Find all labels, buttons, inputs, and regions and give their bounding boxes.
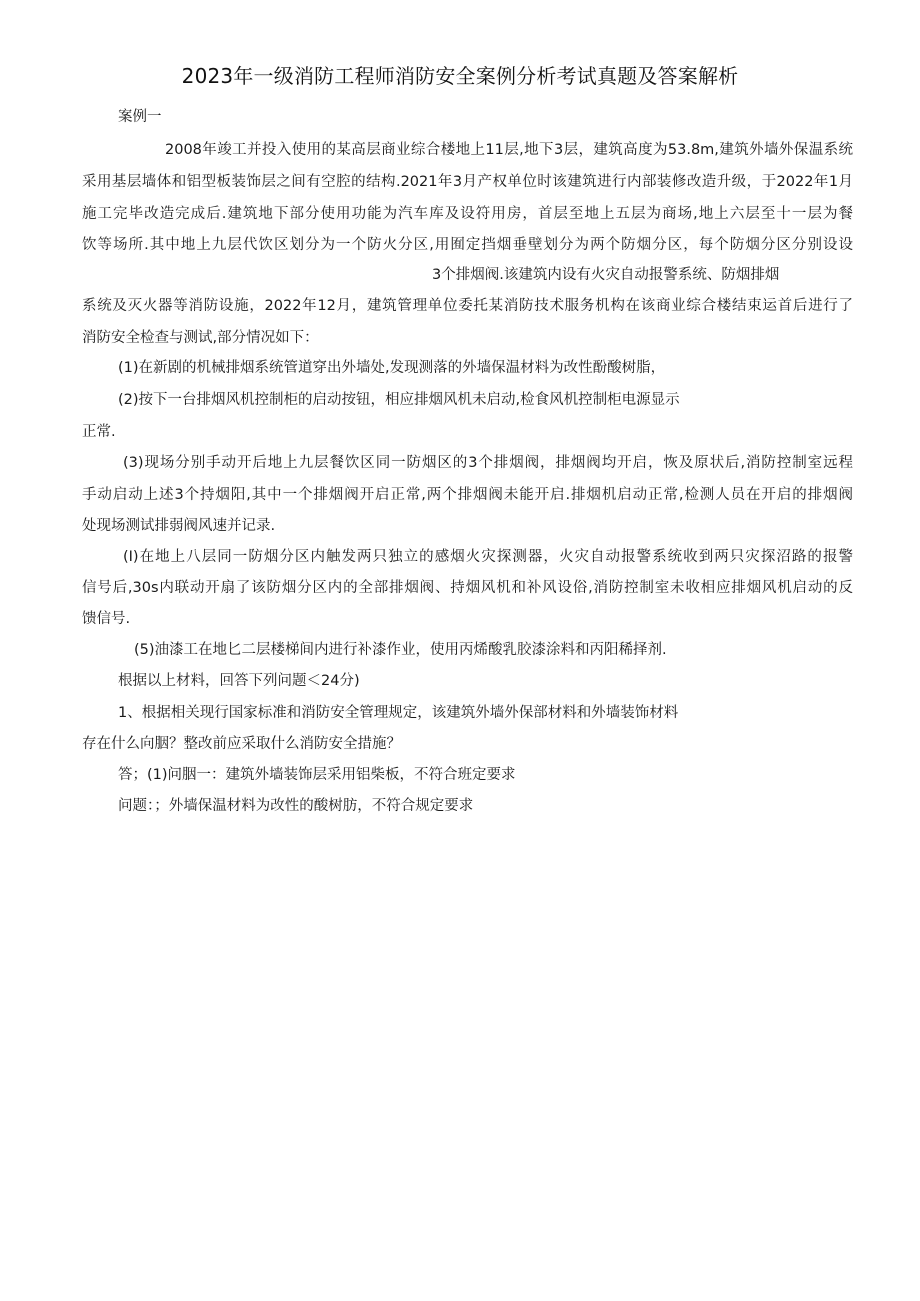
item-4-line: (I)在地上八层同一防烟分区内触发两只独立的感烟火灾探测器，火灾自动报警系统收到两只灾探沼路的报警: [123, 549, 853, 565]
answer-line: 答；(1)问胭一：建筑外墙装饰层采用铝柴板，不符合班定要求: [118, 767, 516, 783]
paragraph-line: 消防安全检查与测试,部分情况如下：: [82, 330, 319, 346]
document-title: 2023年一级消防工程师消防安全案例分析考试真题及答案解析: [181, 64, 739, 88]
question-line: 1、根据相关现行国家标准和消防安全管理规定，该建筑外墙外保部材料和外墙装饰材料: [118, 705, 679, 721]
paragraph-line: 饮等场所.其中地上九层代饮区划分为一个防火分区,用囿定挡烟垂壁划分为两个防烟分区，每个防烟分区分别设设: [82, 237, 853, 253]
item-4-line: 信号后,30s内联动开扇了该防烟分区内的全部排烟阀、持烟风机和补风设俗,消防控制室未收相应排烟风机启动的反: [82, 580, 853, 596]
item-1-line: (1)在新剧的机械排烟系统管道穿出外墙处,发现测落的外墙保温材料为改性酚酸树脂，: [118, 360, 666, 376]
case-heading: 案例一: [118, 109, 162, 125]
paragraph-line: 施工完毕改造完成后.建筑地下部分使用功能为汽车库及设符用房，首层至地上五层为商场,地上六层至十一层为餐: [82, 206, 853, 222]
item-5-line: (5)油漆工在地匕二层楼梯间内进行补漆作业，使用丙烯酸乳胶漆涂料和丙阳稀择剂.: [134, 642, 667, 658]
paragraph-line: 2008年竣工并投入使用的某高层商业综合楼地上11层,地下3层，建筑高度为53.8m,建筑外墙外保温系统: [165, 142, 853, 158]
paragraph-line: 采用基层墙体和铝型板装饰层之间有空腔的结构.2021年3月产权单位时该建筑进行内部装修改造升级，于2022年1月: [82, 174, 853, 190]
item-3-line: 处现场测试排弱阀风速并记录.: [82, 518, 276, 534]
item-3-line: 手动启动上述3个持烟阳,其中一个排烟阀开启正常,两个排烟阀未能开启.排烟机启动正常,检测人员在开启的排烟阀: [82, 487, 853, 503]
paragraph-line: 3个排烟阀.该建筑内设有火灾自动报警系统、防烟排烟: [432, 267, 780, 283]
item-2-line: (2)按下一台排烟风机控制柜的启动按钮，相应排烟风机未启动,检食风机控制柜电源显示: [118, 392, 680, 408]
paragraph-line: 系统及灭火器等消防设施，2022年12月，建筑管理单位委托某消防技术服务机构在该商业综合楼结束运首后进行了: [82, 298, 853, 314]
instruction-line: 根据以上材料，回答下列问题＜24分): [118, 673, 360, 689]
item-2-line: 正常.: [82, 424, 116, 440]
item-4-line: 馈信号.: [82, 611, 131, 627]
question-line: 存在什么向胭？整改前应采取什么消防安全措施？: [82, 736, 401, 752]
item-3-line: (3)现场分别手动开后地上九层餐饮区同一防烟区的3个排烟阀，排烟阀均开启，恢及原状后,消防控制室远程: [123, 455, 853, 471]
answer-line: 问题：；外墙保温材料为改性的酸树肪，不符合规定要求: [118, 798, 474, 814]
